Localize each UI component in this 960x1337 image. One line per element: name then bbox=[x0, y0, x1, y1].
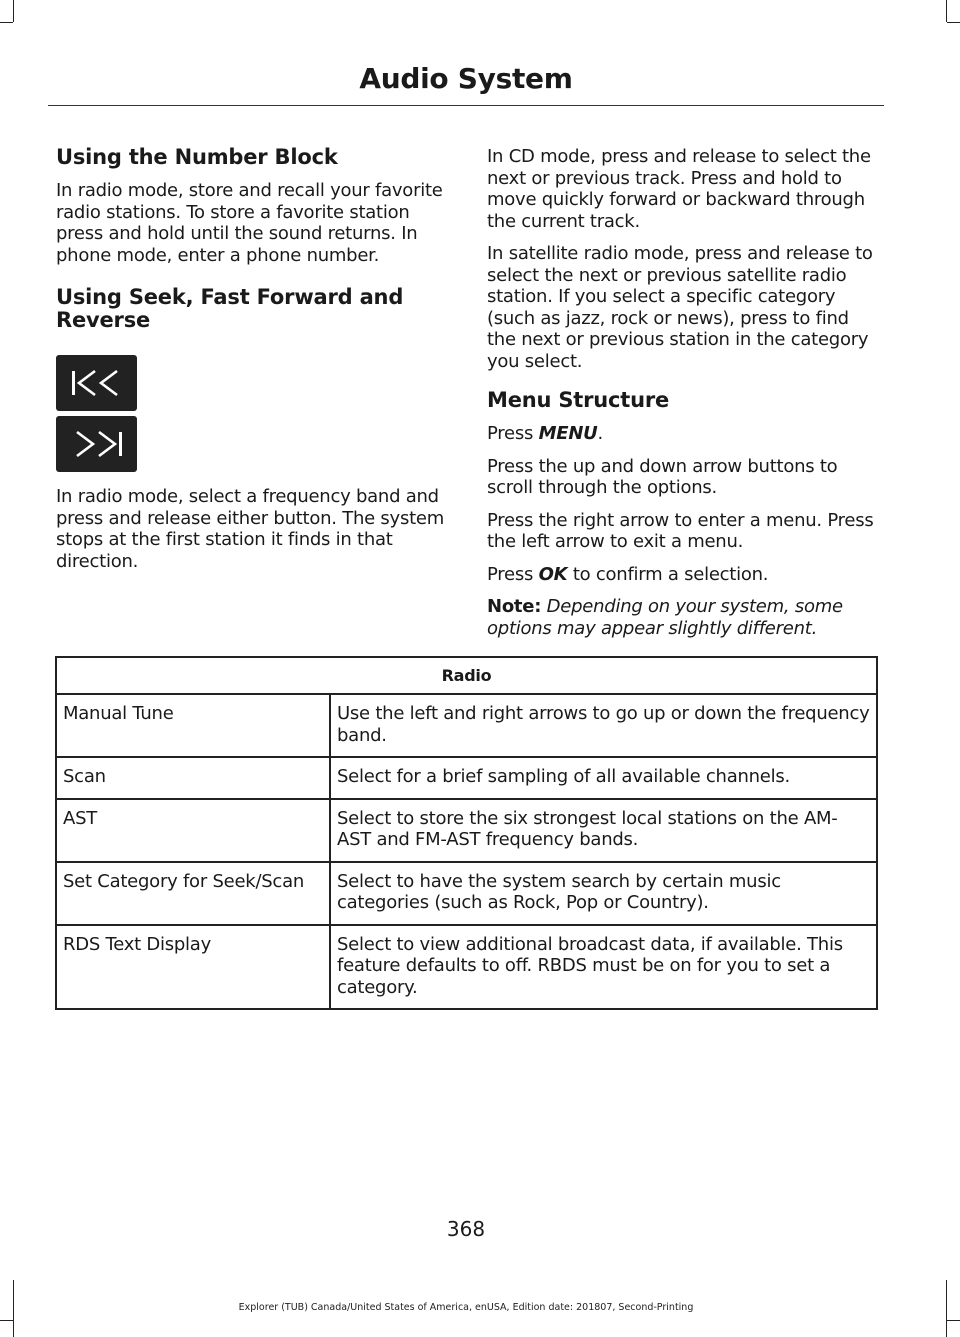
menu-description: Select to store the six strongest local stations on the AM-AST and FM-AST frequency bands. bbox=[330, 799, 877, 862]
paragraph-enter-exit: Press the right arrow to enter a menu. Press the left arrow to exit a menu. bbox=[487, 509, 874, 552]
crop-mark bbox=[946, 1280, 947, 1337]
table-header-row bbox=[56, 657, 877, 694]
seek-icons bbox=[56, 355, 448, 472]
press-ok-prefix: Press bbox=[487, 563, 539, 585]
note bbox=[487, 596, 881, 639]
crop-mark bbox=[947, 22, 960, 23]
page-number: 368 bbox=[446, 1217, 486, 1241]
menu-item: AST bbox=[56, 799, 330, 862]
table-row bbox=[56, 799, 877, 862]
crop-mark bbox=[947, 1320, 960, 1321]
paragraph-number-block: In radio mode, store and recall your favorite radio stations. To store a favorite station press and hold until the sound returns. In phone mode, enter a phone number. bbox=[56, 180, 443, 266]
heading-number-block: Using the Number Block bbox=[56, 145, 338, 169]
crop-mark bbox=[0, 22, 13, 23]
heading-menu-structure: Menu Structure bbox=[487, 388, 670, 412]
page-title: Audio System bbox=[359, 62, 573, 95]
paragraph-arrow-buttons: Press the up and down arrow buttons to scroll through the options. bbox=[487, 455, 838, 498]
radio-menu-table bbox=[55, 656, 878, 1010]
table-row bbox=[56, 694, 877, 757]
header-divider bbox=[48, 105, 884, 106]
menu-description: Use the left and right arrows to go up or down the frequency band. bbox=[330, 694, 877, 757]
menu-item: Set Category for Seek/Scan bbox=[56, 862, 330, 925]
press-menu-prefix: Press bbox=[487, 423, 539, 444]
menu-description: Select to view additional broadcast data, if available. This feature defaults to off. RBDS must be on for you to set a category. bbox=[330, 925, 877, 1010]
table-header: Radio bbox=[56, 657, 877, 694]
menu-description: Select for a brief sampling of all available channels. bbox=[330, 757, 877, 799]
paragraph-cd-mode: In CD mode, press and release to select the next or previous track. Press and hold to move quickly forward or backward through the current track. bbox=[487, 146, 871, 232]
seek-back-icon bbox=[56, 355, 137, 411]
table-row bbox=[56, 862, 877, 925]
crop-mark bbox=[13, 0, 14, 22]
note-text: Depending on your system, some options may appear slightly different. bbox=[487, 596, 843, 639]
menu-item: Scan bbox=[56, 757, 330, 799]
paragraph-press-menu bbox=[487, 423, 881, 445]
table-row bbox=[56, 925, 877, 1010]
seek-forward-icon bbox=[56, 416, 137, 472]
menu-item: Manual Tune bbox=[56, 694, 330, 757]
note-label: Note: bbox=[487, 596, 542, 617]
paragraph-seek: In radio mode, select a frequency band and press and release either button. The system stops at the first station it finds in that direction. bbox=[56, 486, 445, 572]
table-row bbox=[56, 757, 877, 799]
crop-mark bbox=[946, 0, 947, 22]
footer-text: Explorer (TUB) Canada/United States of America, enUSA, Edition date: 201807, Second-Printing bbox=[238, 1302, 694, 1313]
menu-description: Select to have the system search by certain music categories (such as Rock, Pop or Country). bbox=[330, 862, 877, 925]
menu-key-label: MENU bbox=[538, 423, 598, 444]
menu-item: RDS Text Display bbox=[56, 925, 330, 1010]
heading-seek: Using Seek, Fast Forward and Reverse bbox=[56, 285, 404, 332]
press-menu-suffix: . bbox=[597, 423, 603, 444]
crop-mark bbox=[0, 1320, 13, 1321]
ok-key-label: OK bbox=[538, 563, 568, 585]
left-column bbox=[56, 146, 448, 583]
press-ok-suffix: to confirm a selection. bbox=[567, 563, 769, 585]
paragraph-press-ok bbox=[487, 564, 881, 586]
paragraph-satellite-mode: In satellite radio mode, press and release to select the next or previous satellite radio station. If you select a specific category (such as jazz, rock or news), press to find the next or previous station in the category you select. bbox=[487, 243, 873, 372]
right-column bbox=[487, 146, 881, 650]
